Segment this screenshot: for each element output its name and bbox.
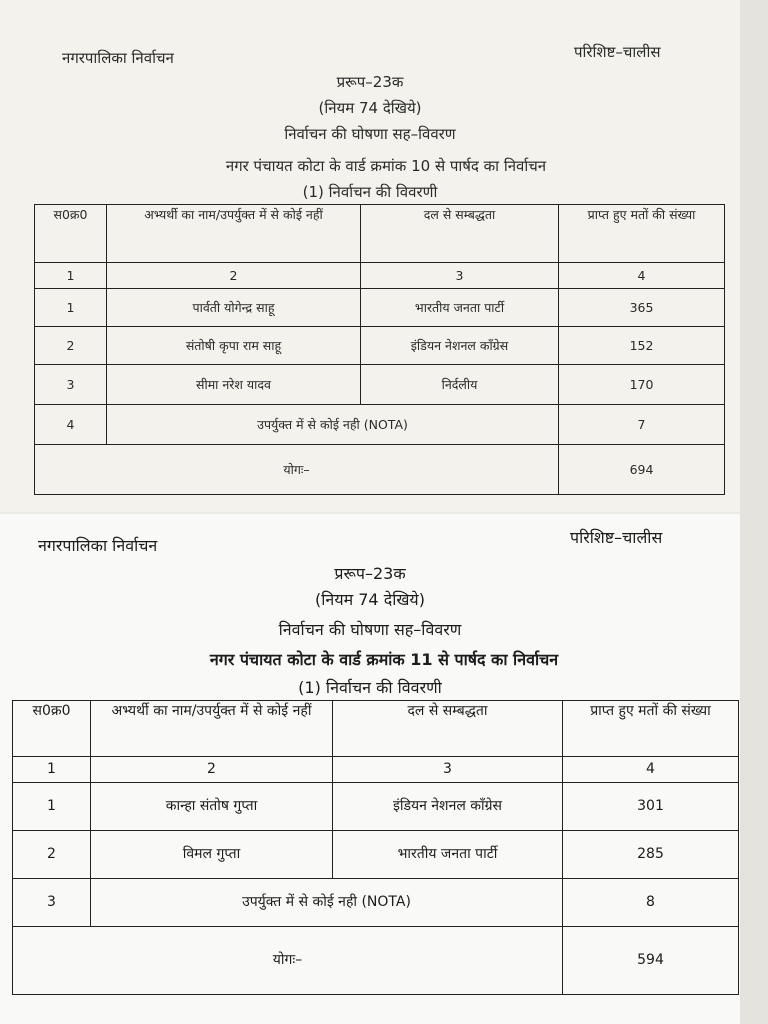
- col-header-candidate: अभ्यर्थी का नाम/उपर्युक्त में से कोई नहीं: [107, 205, 361, 263]
- col-header-sno: स0क्र0: [13, 701, 91, 757]
- row-sno: 4: [35, 405, 107, 445]
- row-sno: 3: [13, 879, 91, 927]
- vote-count: 301: [563, 783, 739, 831]
- col-header-votes: प्राप्त हुए मतों की संख्या: [559, 205, 725, 263]
- col-number: 1: [13, 757, 91, 783]
- nota-label: उपर्युक्त में से कोई नही (NOTA): [107, 405, 559, 445]
- row-sno: 1: [35, 289, 107, 327]
- col-header-party: दल से सम्बद्धता: [361, 205, 559, 263]
- appendix-label: परिशिष्ट–चालीस: [574, 43, 661, 61]
- total-label: योगः–: [35, 445, 559, 495]
- col-number: 4: [559, 263, 725, 289]
- table-row: [13, 831, 739, 879]
- table-header-row: [13, 701, 739, 757]
- election-subheading: नगर पंचायत कोटा के वार्ड क्रमांक 11 से पार्षद का निर्वाचन: [209, 650, 559, 669]
- candidate-name: कान्हा संतोष गुप्ता: [91, 783, 333, 831]
- candidate-name: विमल गुप्ता: [91, 831, 333, 879]
- candidate-name: सीमा नरेश यादव: [107, 365, 361, 405]
- col-header-votes: प्राप्त हुए मतों की संख्या: [563, 701, 739, 757]
- section-title: (1) निर्वाचन की विवरणी: [298, 678, 442, 697]
- col-number: 1: [35, 263, 107, 289]
- col-number: 4: [563, 757, 739, 783]
- col-number: 2: [91, 757, 333, 783]
- col-header-sno: स0क्र0: [35, 205, 107, 263]
- total-votes: 594: [563, 927, 739, 995]
- nota-row: [13, 879, 739, 927]
- vote-count: 7: [559, 405, 725, 445]
- form-number: प्ररूप–23क: [334, 564, 406, 583]
- col-number: 3: [361, 263, 559, 289]
- section-title: (1) निर्वाचन की विवरणी: [302, 183, 438, 201]
- total-votes: 694: [559, 445, 725, 495]
- election-subheading: नगर पंचायत कोटा के वार्ड क्रमांक 10 से पार्षद का निर्वाचन: [225, 157, 547, 175]
- rule-reference: (नियम 74 देखिये): [318, 99, 422, 117]
- row-sno: 1: [13, 783, 91, 831]
- result-table: [34, 204, 725, 495]
- result-table: [12, 700, 739, 995]
- total-row: [13, 927, 739, 995]
- col-header-party: दल से सम्बद्धता: [333, 701, 563, 757]
- row-sno: 3: [35, 365, 107, 405]
- table-row: [35, 365, 725, 405]
- rule-reference: (नियम 74 देखिये): [315, 590, 425, 609]
- col-number: 3: [333, 757, 563, 783]
- party-name: भारतीय जनता पार्टी: [361, 289, 559, 327]
- page-edge: [740, 0, 768, 1024]
- col-header-candidate: अभ्यर्थी का नाम/उपर्युक्त में से कोई नहीं: [91, 701, 333, 757]
- total-label: योगः–: [13, 927, 563, 995]
- org-label: नगरपालिका निर्वाचन: [38, 536, 158, 555]
- vote-count: 170: [559, 365, 725, 405]
- vote-count: 152: [559, 327, 725, 365]
- table-row: [13, 783, 739, 831]
- org-label: नगरपालिका निर्वाचन: [62, 49, 174, 67]
- row-sno: 2: [35, 327, 107, 365]
- party-name: निर्दलीय: [361, 365, 559, 405]
- table-row: [35, 327, 725, 365]
- party-name: भारतीय जनता पार्टी: [333, 831, 563, 879]
- declaration-heading: निर्वाचन की घोषणा सह–विवरण: [278, 620, 462, 639]
- party-name: इंडियन नेशनल कॉंग्रेस: [333, 783, 563, 831]
- column-number-row: [35, 263, 725, 289]
- col-number: 2: [107, 263, 361, 289]
- declaration-heading: निर्वाचन की घोषणा सह–विवरण: [284, 125, 456, 143]
- vote-count: 285: [563, 831, 739, 879]
- row-sno: 2: [13, 831, 91, 879]
- nota-row: [35, 405, 725, 445]
- result-sheet-ward-10: [0, 0, 740, 512]
- vote-count: 8: [563, 879, 739, 927]
- vote-count: 365: [559, 289, 725, 327]
- form-number: प्ररूप–23क: [336, 73, 404, 91]
- appendix-label: परिशिष्ट–चालीस: [570, 528, 663, 547]
- total-row: [35, 445, 725, 495]
- table-row: [35, 289, 725, 327]
- column-number-row: [13, 757, 739, 783]
- party-name: इंडियन नेशनल कॉंग्रेस: [361, 327, 559, 365]
- table-header-row: [35, 205, 725, 263]
- nota-label: उपर्युक्त में से कोई नही (NOTA): [91, 879, 563, 927]
- candidate-name: पार्वती योगेन्द्र साहू: [107, 289, 361, 327]
- result-sheet-ward-11: [0, 514, 740, 1024]
- candidate-name: संतोषी कृपा राम साहू: [107, 327, 361, 365]
